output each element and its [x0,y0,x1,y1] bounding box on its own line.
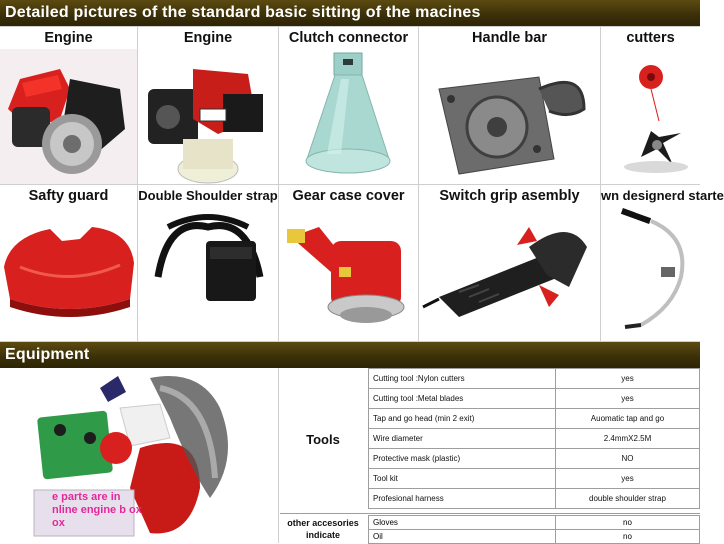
grid-line [278,368,279,543]
table-cell-item: Wire diameter [369,429,556,449]
table-cell-value: Auomatic tap and go [556,409,700,429]
section-header-detailed-pictures: Detailed pictures of the standard basic sitting of the macines [0,0,700,26]
table-cell-value: yes [556,369,700,389]
photo-caption: e parts are in nline engine b ox ox [52,491,142,529]
starter-housing-icon [419,49,600,184]
tools-table [368,368,700,509]
section-header-equipment: Equipment [0,342,700,368]
part-title: Clutch connector [288,30,409,46]
part-title: wn designerd starte [601,188,724,203]
part-cell-engine-2 [138,27,278,184]
switch-grip-icon [419,207,600,341]
table-cell-item: Cutting tool :Metal blades [369,389,556,409]
table-cell-item: Gloves [369,516,556,530]
shoulder-strap-icon [138,207,278,341]
table-cell-value: no [556,516,700,530]
table-cell-item: Protective mask (plastic) [369,449,556,469]
accessories-table [368,515,700,544]
table-row [369,389,700,409]
part-title: Double Shoulder strap [138,188,278,203]
part-title: Engine [44,30,93,46]
table-cell-item: Oil [369,530,556,544]
table-cell-value: yes [556,469,700,489]
table-row [369,516,700,530]
engine-icon [138,49,278,184]
part-title: Engine [183,30,233,46]
part-cell-cutters [601,27,700,184]
table-cell-item: Tap and go head (min 2 exit) [369,409,556,429]
part-cell-designed-starter [601,185,724,341]
table-cell-value: NO [556,449,700,469]
table-row [369,449,700,469]
part-title: Gear case cover [292,188,405,204]
table-row [369,469,700,489]
other-accessories-label: other accesories indicate [287,518,359,540]
handlebar-icon [601,207,700,341]
safety-guard-icon [0,207,137,341]
part-cell-handle-bar [419,27,600,184]
table-cell-item: Cutting tool :Nylon cutters [369,369,556,389]
table-cell-value: yes [556,389,700,409]
part-cell-safety-guard [0,185,137,341]
table-cell-item: Profesional harness [369,489,556,509]
table-row [369,530,700,544]
table-cell-item: Tool kit [369,469,556,489]
part-title: cutters [626,30,675,46]
engine-red-icon [0,49,137,184]
part-cell-gear-case-cover [279,185,418,341]
table-row [369,489,700,509]
table-row [369,429,700,449]
table-cell-value: 2.4mmX2.5M [556,429,700,449]
part-cell-shoulder-strap [138,185,278,341]
gear-case-icon [279,207,418,341]
grid-line [280,513,700,514]
part-cell-engine-1 [0,27,137,184]
clutch-connector-icon [279,49,418,184]
tools-label: Tools [306,432,340,447]
table-row [369,369,700,389]
table-cell-value: double shoulder strap [556,489,700,509]
part-cell-switch-grip [419,185,600,341]
part-title: Handle bar [472,30,547,46]
table-cell-value: no [556,530,700,544]
cutter-blades-icon [601,49,700,184]
part-cell-clutch-connector [279,27,418,184]
table-row [369,409,700,429]
part-title: Safty guard [28,188,109,204]
part-title: Switch grip asembly [439,188,580,204]
